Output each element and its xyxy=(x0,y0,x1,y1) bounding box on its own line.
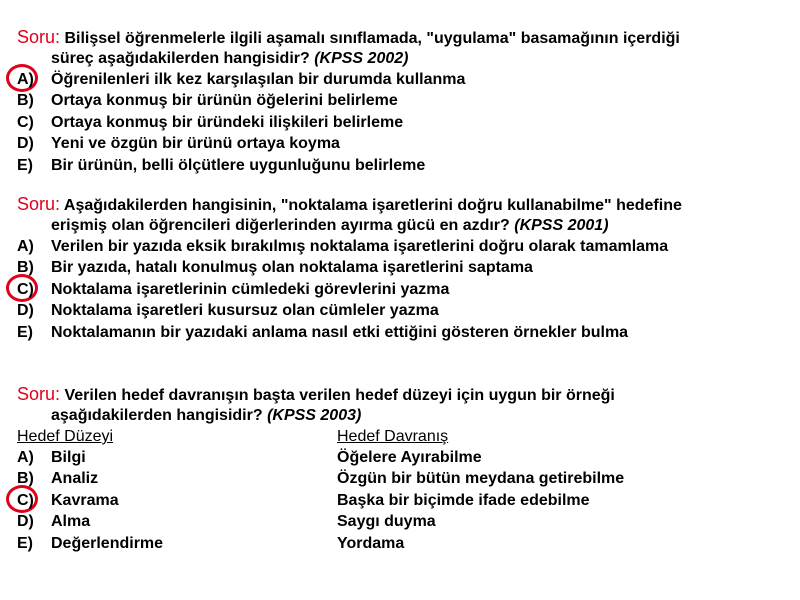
question-3-source: (KPSS 2003) xyxy=(267,407,362,424)
option-e[interactable] xyxy=(17,155,787,176)
option-behavior: Yordama xyxy=(337,534,405,552)
option-text: Verilen bir yazıda eksik bırakılmış noktalama işaretlerini doğru olarak tamamlama xyxy=(51,238,669,255)
question-label: Soru: xyxy=(17,384,61,404)
option-d[interactable] xyxy=(17,133,787,154)
question-1-stem-line-1 xyxy=(17,27,787,48)
header-hedef-duzeyi: Hedef Düzeyi xyxy=(17,428,114,445)
option-b[interactable] xyxy=(17,90,787,111)
option-c[interactable] xyxy=(17,490,787,511)
option-text: Değerlendirme xyxy=(51,534,164,552)
question-1-stem-line-2 xyxy=(17,48,787,69)
option-letter: A) xyxy=(17,449,34,466)
option-behavior: Başka bir biçimde ifade edebilme xyxy=(337,491,590,509)
option-d[interactable] xyxy=(17,300,787,321)
option-text: Bilgi xyxy=(51,449,86,466)
option-a[interactable] xyxy=(17,69,787,90)
option-letter: D) xyxy=(17,135,34,153)
option-letter: C) xyxy=(17,280,34,298)
option-letter: D) xyxy=(17,302,34,320)
question-2-stem-text-2: erişmiş olan öğrencileri diğerlerinden ayırma gücü en azdır? xyxy=(51,217,515,234)
option-letter: C) xyxy=(17,113,34,131)
option-text: Alma xyxy=(51,513,91,531)
question-2-stem-line-1 xyxy=(17,194,787,215)
option-letter: E) xyxy=(17,323,33,341)
option-text: Analiz xyxy=(51,470,99,488)
option-b[interactable] xyxy=(17,468,787,489)
option-c[interactable] xyxy=(17,279,787,300)
question-2 xyxy=(17,194,787,343)
option-letter: D) xyxy=(17,513,34,531)
option-text: Kavrama xyxy=(51,491,119,509)
option-text: Ortaya konmuş bir üründeki ilişkileri belirleme xyxy=(51,113,404,131)
option-text: Yeni ve özgün bir ürünü ortaya koyma xyxy=(51,135,340,153)
question-3-stem-line-2 xyxy=(17,405,787,426)
option-c[interactable] xyxy=(17,112,787,133)
option-letter: A) xyxy=(17,71,34,88)
question-1-source: (KPSS 2002) xyxy=(314,50,409,67)
question-2-source: (KPSS 2001) xyxy=(514,217,609,234)
question-3-stem-text-2: aşağıdakilerden hangisidir? xyxy=(51,407,268,424)
question-1-stem-text-2: süreç aşağıdakilerden hangisidir? xyxy=(51,50,315,67)
option-d[interactable] xyxy=(17,511,787,532)
option-letter: B) xyxy=(17,470,34,488)
header-hedef-davranis: Hedef Davranış xyxy=(337,428,449,445)
option-behavior: Saygı duyma xyxy=(337,513,436,531)
option-text: Bir yazıda, hatalı konulmuş olan noktalama işaretlerini saptama xyxy=(51,259,533,277)
question-1 xyxy=(17,27,787,176)
option-letter: E) xyxy=(17,534,33,552)
option-text: Öğrenilenleri ilk kez karşılaşılan bir durumda kullanma xyxy=(51,71,466,88)
question-2-stem-line-2 xyxy=(17,215,787,236)
option-behavior: Öğelere Ayırabilme xyxy=(337,449,482,466)
option-letter: C) xyxy=(17,491,34,509)
option-a[interactable] xyxy=(17,447,787,468)
option-text: Noktalamanın bir yazıdaki anlama nasıl etki ettiğini gösteren örnekler bulma xyxy=(51,323,629,341)
option-letter: A) xyxy=(17,238,34,255)
option-behavior: Özgün bir bütün meydana getirebilme xyxy=(337,470,625,488)
question-3 xyxy=(17,384,787,554)
option-b[interactable] xyxy=(17,257,787,278)
question-2-stem-text-1: Aşağıdakilerden hangisinin, "noktalama işaretlerini doğru kullanabilme" hedefine xyxy=(60,197,682,214)
option-letter: B) xyxy=(17,92,34,110)
option-text: Noktalama işaretlerinin cümledeki görevlerini yazma xyxy=(51,280,450,298)
option-text: Bir ürünün, belli ölçütlere uygunluğunu belirleme xyxy=(51,156,426,174)
table-header xyxy=(17,426,787,447)
option-letter: B) xyxy=(17,259,34,277)
option-e[interactable] xyxy=(17,533,787,554)
option-text: Ortaya konmuş bir ürünün öğelerini belirleme xyxy=(51,92,398,110)
option-letter: E) xyxy=(17,156,33,174)
question-3-stem-line-1 xyxy=(17,384,787,405)
question-3-stem-text-1: Verilen hedef davranışın başta verilen hedef düzeyi için uygun bir örneği xyxy=(60,387,615,404)
question-label: Soru: xyxy=(17,27,61,47)
option-text: Noktalama işaretleri kusursuz olan cümleler yazma xyxy=(51,302,439,320)
question-label: Soru: xyxy=(17,194,61,214)
option-a[interactable] xyxy=(17,236,787,257)
question-1-stem-text-1: Bilişsel öğrenmelerle ilgili aşamalı sınıflamada, "uygulama" basamağının içerdiği xyxy=(60,30,680,47)
option-e[interactable] xyxy=(17,322,787,343)
